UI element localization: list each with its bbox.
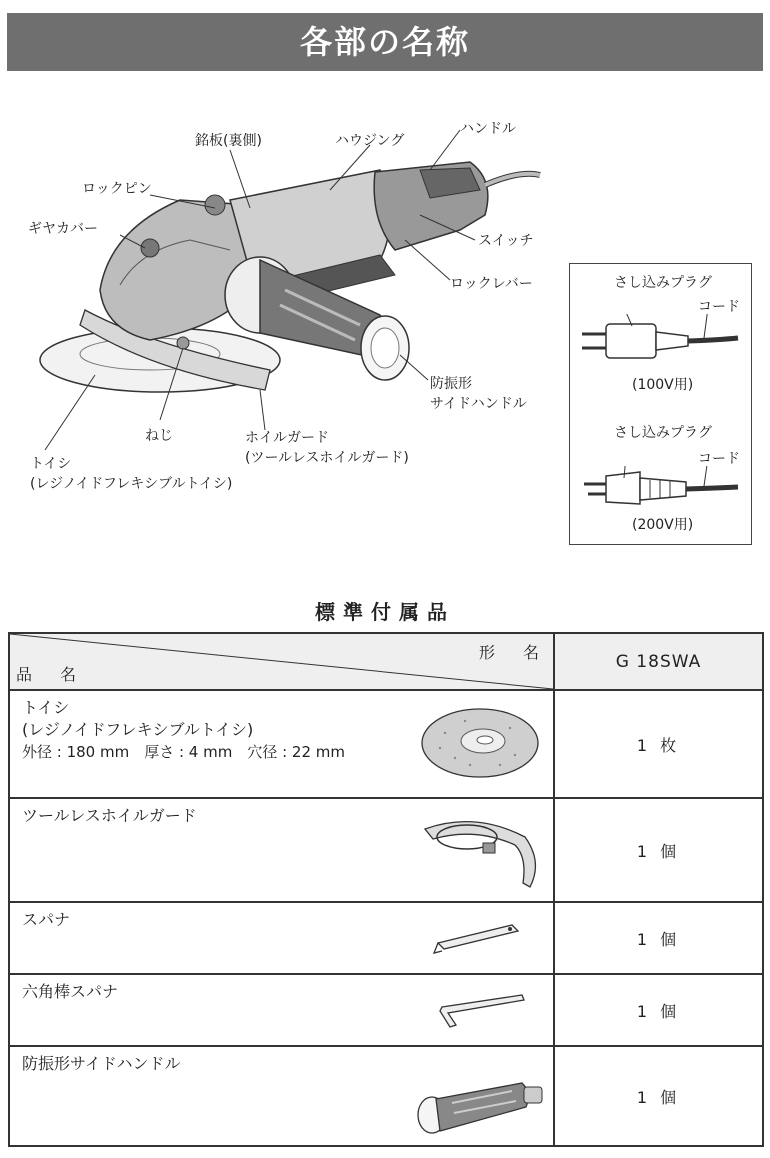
table-header-row bbox=[9, 633, 763, 690]
item-name-cell bbox=[9, 974, 554, 1046]
plug-label: さし込みプラグ bbox=[614, 425, 712, 441]
label-screw: ねじ bbox=[145, 428, 173, 444]
plug-200v-icon bbox=[578, 466, 743, 512]
label-switch: スイッチ bbox=[478, 233, 534, 249]
wheel-guard-icon bbox=[415, 807, 545, 895]
label-wheel-1: トイシ bbox=[30, 456, 72, 472]
plug-caption: (100V用) bbox=[632, 377, 694, 393]
label-wheel-guard-1: ホイルガード bbox=[245, 430, 329, 446]
item-name: ツールレスホイルガード bbox=[22, 806, 197, 825]
model-header: 形 名 bbox=[478, 643, 545, 662]
item-qty: 1 個 bbox=[554, 902, 763, 974]
corner-header-cell bbox=[9, 633, 554, 690]
plug-100v-icon bbox=[578, 314, 743, 364]
item-name-cell bbox=[9, 690, 554, 798]
item-name: トイシ bbox=[22, 698, 70, 717]
label-housing: ハウジング bbox=[335, 133, 405, 149]
accessories-title: 標準付属品 bbox=[315, 600, 455, 624]
plug-100v-panel bbox=[569, 263, 752, 406]
item-name-sub: (レジノイドフレキシブルトイシ) bbox=[22, 720, 254, 739]
page-title: 各部の名称 bbox=[7, 13, 763, 71]
item-name: 防振形サイドハンドル bbox=[22, 1054, 181, 1073]
cord-label: コード bbox=[698, 451, 740, 467]
label-side-handle-1: 防振形 bbox=[430, 376, 472, 392]
item-name-cell bbox=[9, 798, 554, 902]
plug-label: さし込みプラグ bbox=[614, 275, 712, 291]
cord-label: コード bbox=[698, 299, 740, 315]
table-row bbox=[9, 902, 763, 974]
item-name: 六角棒スパナ bbox=[22, 982, 119, 1001]
item-qty: 1 個 bbox=[554, 798, 763, 902]
spanner-icon bbox=[430, 919, 525, 959]
name-header: 品 名 bbox=[16, 665, 83, 684]
item-name: スパナ bbox=[22, 910, 71, 929]
table-row bbox=[9, 690, 763, 798]
item-name-cell bbox=[9, 1046, 554, 1146]
model-name-cell: G 18SWA bbox=[554, 633, 763, 690]
label-gear-cover: ギヤカバー bbox=[28, 221, 98, 237]
item-qty: 1 個 bbox=[554, 1046, 763, 1146]
table-row bbox=[9, 798, 763, 902]
plug-caption: (200V用) bbox=[632, 517, 694, 533]
label-wheel-guard-2: (ツールレスホイルガード) bbox=[245, 450, 409, 466]
table-row bbox=[9, 1046, 763, 1146]
label-nameplate: 銘板(裏側) bbox=[195, 133, 262, 149]
label-wheel-2: (レジノイドフレキシブルトイシ) bbox=[30, 476, 233, 492]
plug-200v-panel bbox=[569, 404, 752, 545]
table-row bbox=[9, 974, 763, 1046]
item-qty: 1 個 bbox=[554, 974, 763, 1046]
hex-key-icon bbox=[430, 989, 530, 1033]
label-lock-pin: ロックピン bbox=[82, 181, 152, 197]
side-handle-icon bbox=[412, 1073, 552, 1139]
accessories-table bbox=[8, 632, 764, 1147]
label-lock-lever: ロックレバー bbox=[450, 276, 533, 292]
grinding-wheel-icon bbox=[415, 703, 545, 783]
label-handle: ハンドル bbox=[460, 121, 516, 137]
item-spec: 外径 : 180 mm 厚さ : 4 mm 穴径 : 22 mm bbox=[22, 743, 346, 761]
item-name-cell bbox=[9, 902, 554, 974]
label-side-handle-2: サイドハンドル bbox=[430, 396, 527, 412]
item-qty: 1 枚 bbox=[554, 690, 763, 798]
